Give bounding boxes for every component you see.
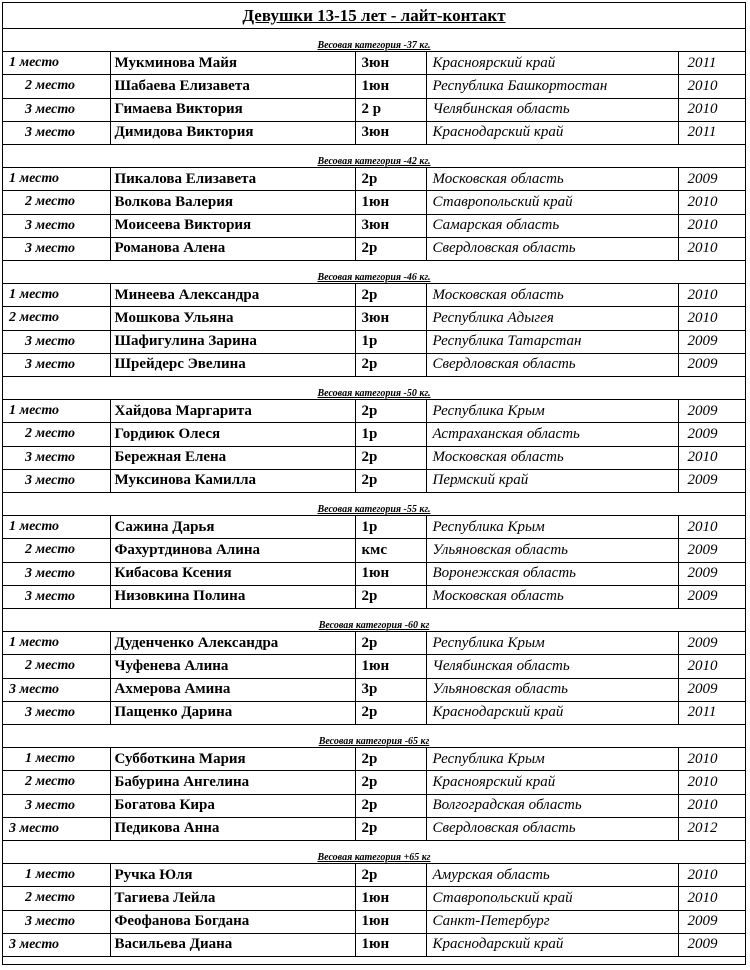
table-row: [3, 585, 745, 608]
place-cell: 3 место: [3, 910, 110, 933]
region-cell: Московская область: [426, 585, 678, 608]
weight-category-header: [3, 377, 745, 400]
region-cell: Ставропольский край: [426, 887, 678, 910]
athlete-name-cell: Низовкина Полина: [110, 585, 355, 608]
weight-category-header: [3, 609, 745, 632]
athlete-name-cell: Хайдова Маргарита: [110, 400, 355, 423]
table-row: [3, 469, 745, 492]
birth-year-cell: 2010: [678, 655, 745, 678]
region-cell: Свердловская область: [426, 817, 678, 840]
table-row: [3, 794, 745, 817]
birth-year-cell: 2009: [678, 423, 745, 446]
rank-cell: 1юн: [355, 910, 426, 933]
place-cell: 2 место: [3, 655, 110, 678]
table-row: [3, 98, 745, 121]
place-cell: 2 место: [3, 423, 110, 446]
rank-cell: 3р: [355, 678, 426, 701]
region-cell: Московская область: [426, 284, 678, 307]
region-cell: Республика Крым: [426, 516, 678, 539]
table-row: [3, 214, 745, 237]
athlete-name-cell: Пащенко Дарина: [110, 701, 355, 724]
table-row: [3, 748, 745, 771]
table-row: [3, 678, 745, 701]
rank-cell: кмс: [355, 539, 426, 562]
rank-cell: 2р: [355, 771, 426, 794]
birth-year-cell: 2010: [678, 887, 745, 910]
rank-cell: 1р: [355, 330, 426, 353]
birth-year-cell: 2010: [678, 864, 745, 887]
region-cell: Республика Крым: [426, 632, 678, 655]
place-cell: 3 место: [3, 678, 110, 701]
birth-year-cell: 2009: [678, 933, 745, 956]
rank-cell: 3юн: [355, 121, 426, 144]
region-cell: Свердловская область: [426, 237, 678, 260]
birth-year-cell: 2010: [678, 214, 745, 237]
region-cell: Красноярский край: [426, 771, 678, 794]
rank-cell: 2р: [355, 469, 426, 492]
rank-cell: 2р: [355, 817, 426, 840]
rank-cell: 3юн: [355, 214, 426, 237]
athlete-name-cell: Моисеева Виктория: [110, 214, 355, 237]
results-sheet: [2, 2, 746, 965]
place-cell: 3 место: [3, 933, 110, 956]
athlete-name-cell: Чуфенева Алина: [110, 655, 355, 678]
athlete-name-cell: Ручка Юля: [110, 864, 355, 887]
rank-cell: 2р: [355, 446, 426, 469]
table-row: [3, 121, 745, 144]
table-row: [3, 168, 745, 191]
weight-category-label: Весовая категория -37 кг.: [317, 40, 431, 51]
region-cell: Санкт-Петербург: [426, 910, 678, 933]
place-cell: 2 место: [3, 191, 110, 214]
region-cell: Республика Крым: [426, 400, 678, 423]
region-cell: Самарская область: [426, 214, 678, 237]
region-cell: Пермский край: [426, 469, 678, 492]
birth-year-cell: 2010: [678, 748, 745, 771]
athlete-name-cell: Волкова Валерия: [110, 191, 355, 214]
region-cell: Ставропольский край: [426, 191, 678, 214]
rank-cell: 3юн: [355, 307, 426, 330]
athlete-name-cell: Фахуртдинова Алина: [110, 539, 355, 562]
rank-cell: 3юн: [355, 52, 426, 75]
region-cell: Ульяновская область: [426, 678, 678, 701]
rank-cell: 1р: [355, 423, 426, 446]
table-row: [3, 52, 745, 75]
place-cell: 3 место: [3, 237, 110, 260]
athlete-name-cell: Тагиева Лейла: [110, 887, 355, 910]
birth-year-cell: 2009: [678, 678, 745, 701]
weight-category-header: [3, 493, 745, 516]
birth-year-cell: 2010: [678, 446, 745, 469]
weight-category-label: Весовая категория -65 кг: [318, 736, 430, 747]
results-body: [3, 29, 745, 957]
region-cell: Челябинская область: [426, 98, 678, 121]
place-cell: 2 место: [3, 887, 110, 910]
table-row: [3, 307, 745, 330]
athlete-name-cell: Шафигулина Зарина: [110, 330, 355, 353]
place-cell: 3 место: [3, 469, 110, 492]
place-cell: 3 место: [3, 562, 110, 585]
birth-year-cell: 2011: [678, 52, 745, 75]
weight-category-cell: [3, 725, 745, 748]
birth-year-cell: 2009: [678, 330, 745, 353]
table-row: [3, 400, 745, 423]
place-cell: 3 место: [3, 585, 110, 608]
table-row: [3, 539, 745, 562]
place-cell: 3 место: [3, 446, 110, 469]
rank-cell: 1юн: [355, 562, 426, 585]
athlete-name-cell: Дуденченко Александра: [110, 632, 355, 655]
region-cell: Свердловская область: [426, 353, 678, 376]
weight-category-cell: [3, 493, 745, 516]
rank-cell: 1юн: [355, 933, 426, 956]
birth-year-cell: 2009: [678, 632, 745, 655]
rank-cell: 2р: [355, 585, 426, 608]
weight-category-cell: [3, 841, 745, 864]
rank-cell: 2р: [355, 400, 426, 423]
rank-cell: 1р: [355, 516, 426, 539]
athlete-name-cell: Пикалова Елизавета: [110, 168, 355, 191]
table-row: [3, 237, 745, 260]
athlete-name-cell: Романова Алена: [110, 237, 355, 260]
rank-cell: 2р: [355, 794, 426, 817]
table-row: [3, 75, 745, 98]
athlete-name-cell: Гордиюк Олеся: [110, 423, 355, 446]
athlete-name-cell: Сажина Дарья: [110, 516, 355, 539]
table-row: [3, 771, 745, 794]
place-cell: 1 место: [3, 864, 110, 887]
rank-cell: 2р: [355, 748, 426, 771]
weight-category-label: Весовая категория -50 кг.: [317, 388, 431, 399]
weight-category-label: Весовая категория -42 кг.: [317, 156, 431, 167]
place-cell: 3 место: [3, 817, 110, 840]
birth-year-cell: 2011: [678, 701, 745, 724]
region-cell: Астраханская область: [426, 423, 678, 446]
athlete-name-cell: Педикова Анна: [110, 817, 355, 840]
table-row: [3, 655, 745, 678]
rank-cell: 2р: [355, 237, 426, 260]
weight-category-cell: [3, 145, 745, 168]
rank-cell: 2р: [355, 353, 426, 376]
table-row: [3, 910, 745, 933]
place-cell: 3 место: [3, 214, 110, 237]
athlete-name-cell: Васильева Диана: [110, 933, 355, 956]
place-cell: 1 место: [3, 52, 110, 75]
region-cell: Воронежская область: [426, 562, 678, 585]
region-cell: Республика Адыгея: [426, 307, 678, 330]
athlete-name-cell: Бабурина Ангелина: [110, 771, 355, 794]
table-row: [3, 632, 745, 655]
rank-cell: 2р: [355, 632, 426, 655]
table-row: [3, 191, 745, 214]
region-cell: Челябинская область: [426, 655, 678, 678]
rank-cell: 2 р: [355, 98, 426, 121]
place-cell: 1 место: [3, 516, 110, 539]
athlete-name-cell: Богатова Кира: [110, 794, 355, 817]
athlete-name-cell: Ахмерова Амина: [110, 678, 355, 701]
weight-category-label: Весовая категория -60 кг: [318, 620, 430, 631]
region-cell: Красноярский край: [426, 52, 678, 75]
table-row: [3, 817, 745, 840]
place-cell: 1 место: [3, 168, 110, 191]
place-cell: 3 место: [3, 98, 110, 121]
birth-year-cell: 2012: [678, 817, 745, 840]
birth-year-cell: 2010: [678, 191, 745, 214]
region-cell: Московская область: [426, 446, 678, 469]
athlete-name-cell: Мошкова Ульяна: [110, 307, 355, 330]
table-row: [3, 330, 745, 353]
birth-year-cell: 2010: [678, 771, 745, 794]
region-cell: Краснодарский край: [426, 933, 678, 956]
place-cell: 3 место: [3, 121, 110, 144]
table-row: [3, 423, 745, 446]
birth-year-cell: 2011: [678, 121, 745, 144]
weight-category-label: Весовая категория +65 кг: [317, 852, 431, 863]
place-cell: 2 место: [3, 307, 110, 330]
athlete-name-cell: Мукминова Майя: [110, 52, 355, 75]
place-cell: 1 место: [3, 748, 110, 771]
weight-category-header: [3, 841, 745, 864]
table-row: [3, 933, 745, 956]
region-cell: Ульяновская область: [426, 539, 678, 562]
table-row: [3, 887, 745, 910]
table-row: [3, 284, 745, 307]
weight-category-header: [3, 29, 745, 52]
birth-year-cell: 2010: [678, 794, 745, 817]
rank-cell: 2р: [355, 168, 426, 191]
athlete-name-cell: Гимаева Виктория: [110, 98, 355, 121]
rank-cell: 1юн: [355, 655, 426, 678]
place-cell: 1 место: [3, 632, 110, 655]
birth-year-cell: 2010: [678, 307, 745, 330]
athlete-name-cell: Шрейдерс Эвелина: [110, 353, 355, 376]
region-cell: Краснодарский край: [426, 121, 678, 144]
region-cell: Республика Крым: [426, 748, 678, 771]
weight-category-cell: [3, 377, 745, 400]
place-cell: 3 место: [3, 330, 110, 353]
athlete-name-cell: Кибасова Ксения: [110, 562, 355, 585]
rank-cell: 1юн: [355, 191, 426, 214]
weight-category-cell: [3, 609, 745, 632]
birth-year-cell: 2010: [678, 237, 745, 260]
athlete-name-cell: Муксинова Камилла: [110, 469, 355, 492]
birth-year-cell: 2009: [678, 585, 745, 608]
weight-category-header: [3, 261, 745, 284]
birth-year-cell: 2009: [678, 168, 745, 191]
region-cell: Краснодарский край: [426, 701, 678, 724]
table-row: [3, 516, 745, 539]
birth-year-cell: 2010: [678, 284, 745, 307]
birth-year-cell: 2009: [678, 539, 745, 562]
table-row: [3, 562, 745, 585]
place-cell: 1 место: [3, 284, 110, 307]
place-cell: 1 место: [3, 400, 110, 423]
rank-cell: 1юн: [355, 887, 426, 910]
weight-category-header: [3, 145, 745, 168]
rank-cell: 2р: [355, 701, 426, 724]
athlete-name-cell: Димидова Виктория: [110, 121, 355, 144]
birth-year-cell: 2009: [678, 910, 745, 933]
place-cell: 2 место: [3, 539, 110, 562]
table-row: [3, 446, 745, 469]
athlete-name-cell: Минеева Александра: [110, 284, 355, 307]
birth-year-cell: 2009: [678, 353, 745, 376]
place-cell: 2 место: [3, 75, 110, 98]
birth-year-cell: 2009: [678, 562, 745, 585]
athlete-name-cell: Шабаева Елизавета: [110, 75, 355, 98]
birth-year-cell: 2009: [678, 469, 745, 492]
weight-category-header: [3, 725, 745, 748]
place-cell: 3 место: [3, 353, 110, 376]
athlete-name-cell: Субботкина Мария: [110, 748, 355, 771]
birth-year-cell: 2010: [678, 98, 745, 121]
place-cell: 3 место: [3, 794, 110, 817]
region-cell: Республика Татарстан: [426, 330, 678, 353]
region-cell: Волгоградская область: [426, 794, 678, 817]
results-table: [3, 29, 745, 957]
weight-category-label: Весовая категория -46 кг.: [317, 272, 431, 283]
rank-cell: 2р: [355, 864, 426, 887]
rank-cell: 1юн: [355, 75, 426, 98]
table-row: [3, 701, 745, 724]
athlete-name-cell: Феофанова Богдана: [110, 910, 355, 933]
birth-year-cell: 2010: [678, 516, 745, 539]
region-cell: Московская область: [426, 168, 678, 191]
birth-year-cell: 2010: [678, 75, 745, 98]
place-cell: 3 место: [3, 701, 110, 724]
region-cell: Амурская область: [426, 864, 678, 887]
athlete-name-cell: Бережная Елена: [110, 446, 355, 469]
region-cell: Республика Башкортостан: [426, 75, 678, 98]
rank-cell: 2р: [355, 284, 426, 307]
table-row: [3, 864, 745, 887]
birth-year-cell: 2009: [678, 400, 745, 423]
page-title: Девушки 13-15 лет - лайт-контакт: [3, 3, 745, 29]
weight-category-cell: [3, 29, 745, 52]
table-row: [3, 353, 745, 376]
weight-category-label: Весовая категория -55 кг.: [317, 504, 431, 515]
place-cell: 2 место: [3, 771, 110, 794]
weight-category-cell: [3, 261, 745, 284]
